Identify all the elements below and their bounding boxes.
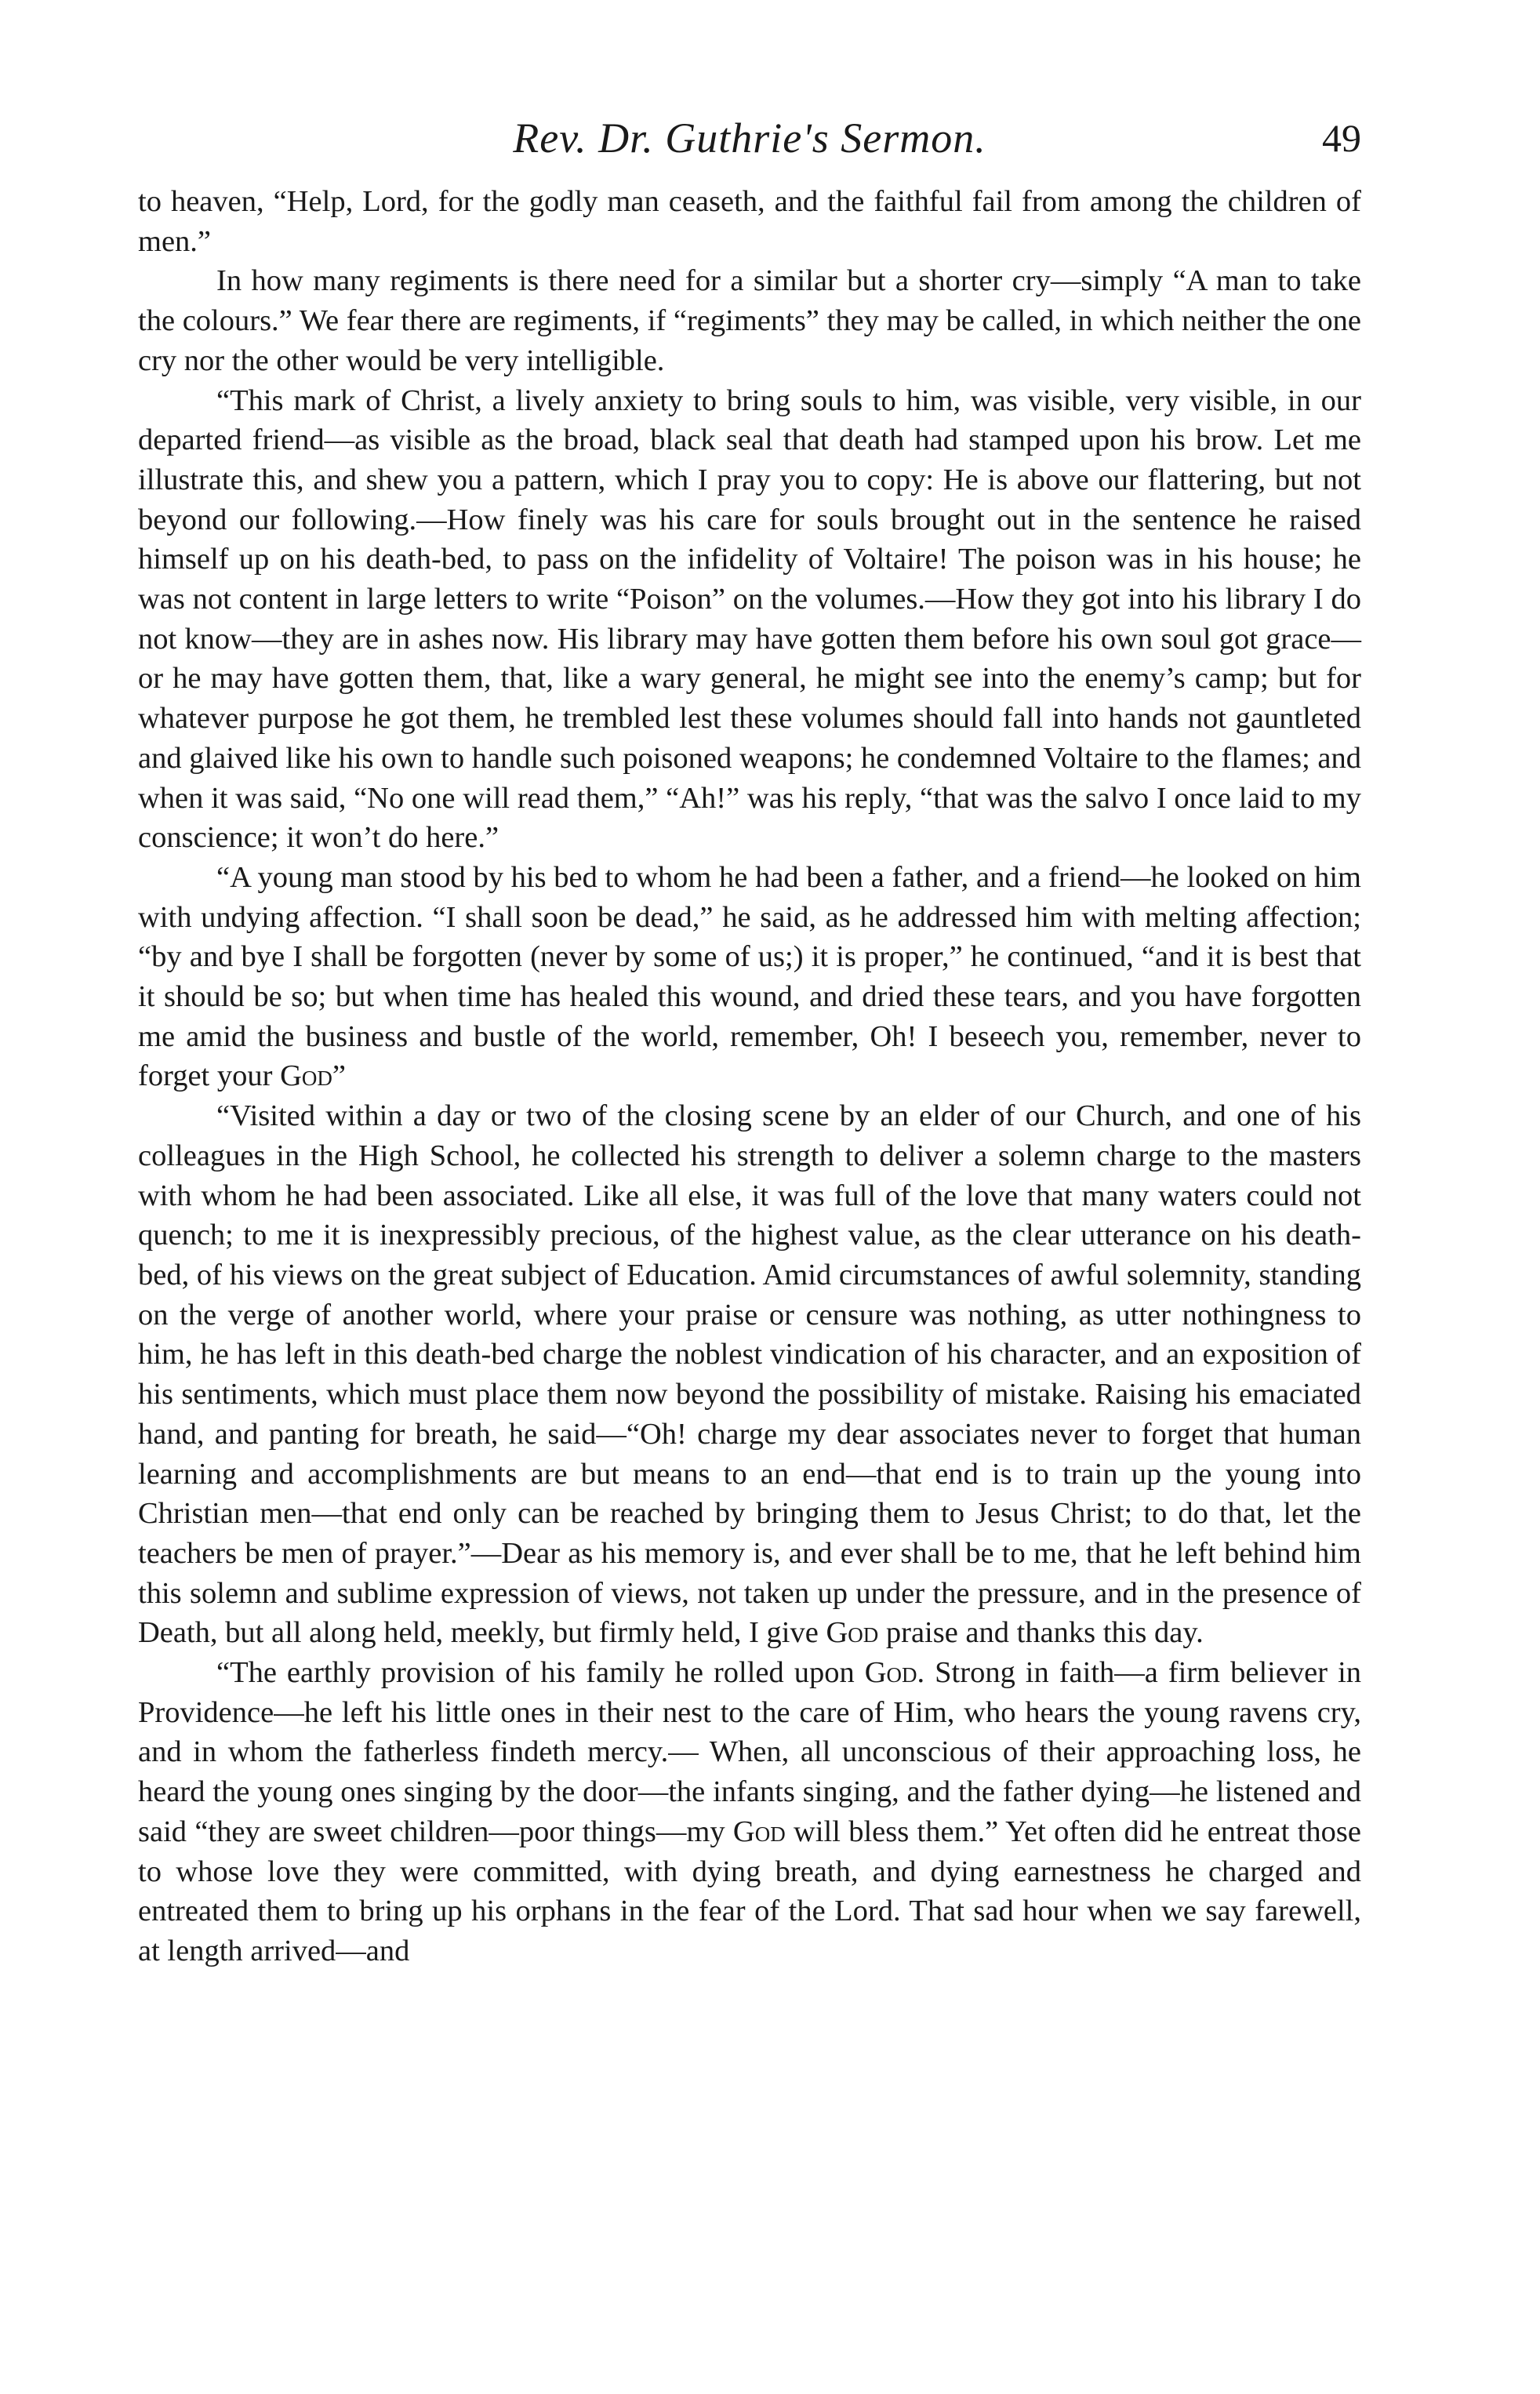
paragraph-voltaire [138, 381, 1361, 858]
paragraph-text: will bless them.” [785, 1815, 999, 1848]
paragraph-text: In how many regiments is there need for a similar but a shorter cry—simply “A man to take the colours.” We fear there are regiments, if “regiments” they may be called, in which neither the one cry nor the other would be very intelligible. [138, 264, 1361, 377]
paragraph-young-man [138, 858, 1361, 1096]
book-page [138, 110, 1361, 2368]
paragraph-regiments [138, 261, 1361, 380]
paragraph-text: to heaven, “Help, Lord, for the godly man ceaseth, and the faithful fail from among the children of men.” [138, 185, 1361, 258]
paragraph-text: “A young man stood by his bed to whom he had been a father, and a friend—he looked on him with undying affection. “I shall soon be dead,” he said, as he addressed him with melting affection; “by and bye I shall be forgotten (never by some of us;) it is proper,” he continued, “and it is best that it should be so; but when time has healed this wound, and dried these tears, and you have forgotten me amid the business and bustle of the world, remember, Oh! I beseech you, remember, never to forget your [138, 860, 1361, 1093]
paragraph-text: praise and thanks this day. [878, 1616, 1204, 1650]
running-head [138, 110, 1361, 182]
paragraph-high-school [138, 1096, 1361, 1653]
paragraph-text: ” [332, 1059, 346, 1093]
paragraph-text: “The earthly provision of his family he rolled upon [216, 1656, 855, 1690]
page-number: 49 [1322, 116, 1361, 160]
paragraph-text: “This mark of Christ, a lively anxiety to bring souls to him, was visible, very visible, in our departed friend—as visible as the broad, black seal that death had stamped upon his brow. Let me illustrate this, and shew you a pattern, which I pray you to copy: He is above our flattering, but not beyond our following.—How finely was his care for souls brought out in the sentence he raised himself up on his death-bed, to pass on the infidelity of Voltaire! The poison was in his house; he was not content in large letters to write “Poison” on the volumes.—How they got into his library I do not know—they are in ashes now. His library may have gotten them before his own soul got grace—or he may have gotten them, that, like a wary general, he might see into the enemy’s camp; but for whatever purpose he got them, he trembled lest these volumes should fall into hands not gauntleted and glaived like his own to handle such poisoned weapons; he condemned Voltaire to the flames; and when it was said, “No one will read them,” “Ah!” was his reply, “that was the salvo I once laid to my conscience; it won’t do here.” [138, 383, 1361, 855]
paragraph-text: Yet often did he entreat those to whose love they were committed, with dying breath, and dying earnestness he charged and entreated them to bring up his orphans in the fear of the Lord. That sad hour when we say farewell, at length arrived—and [138, 1815, 1361, 1967]
paragraph-continuation [138, 182, 1361, 261]
running-title: Rev. Dr. Guthrie's Sermon. [513, 114, 986, 162]
paragraph-text: “Visited within a day or two of the closing scene by an elder of our Church, and one of his colleagues in the High School, he collected his strength to deliver a solemn charge to the masters with whom he had been associated. Like all else, it was full of the love that many waters could not quench; to me it is inexpressibly precious, of the highest value, as the clear utterance on his death-bed, of his views on the great subject of Education. Amid circumstances of awful solemnity, standing on the verge of another world, where your praise or censure was nothing, as utter nothingness to him, he has left in this death-bed charge the noblest vindication of his character, and an exposition of his sentiments, which must place them now beyond the possibility of mistake. Raising his emaciated hand, and panting for breath, he said—“Oh! charge my dear associates never to forget that human learning and accomplishments are but means to an end—that end is to train up the young into Christian men—that end only can be reached by bringing them to Jesus Christ; to do that, let the teachers be men of prayer.”—Dear as his memory is, and ever shall be to me, that he left behind him this solemn and sublime expression of views, not taken up under the pressure, and in the presence of Death, but all along held, meekly, but firmly held, I give [138, 1099, 1361, 1650]
divine-name: God [280, 1059, 332, 1093]
paragraph-provision [138, 1653, 1361, 1971]
body-text [138, 182, 1361, 1971]
divine-name: God [732, 1815, 786, 1848]
paragraph-text: . Strong in faith—a firm believer in Providence—he left his little ones in their nest to the care of Him, who hears the young ravens cry, and in whom the fatherless findeth mercy.— [138, 1656, 1362, 1769]
divine-name: God [826, 1616, 879, 1650]
paragraph-text: When, all unconscious of their approaching loss, he heard the young ones singing by the door—the infants singing, and the father dying—he listened and said “they are sweet children—poor things—my [138, 1735, 1361, 1848]
divine-name: God [864, 1656, 917, 1690]
